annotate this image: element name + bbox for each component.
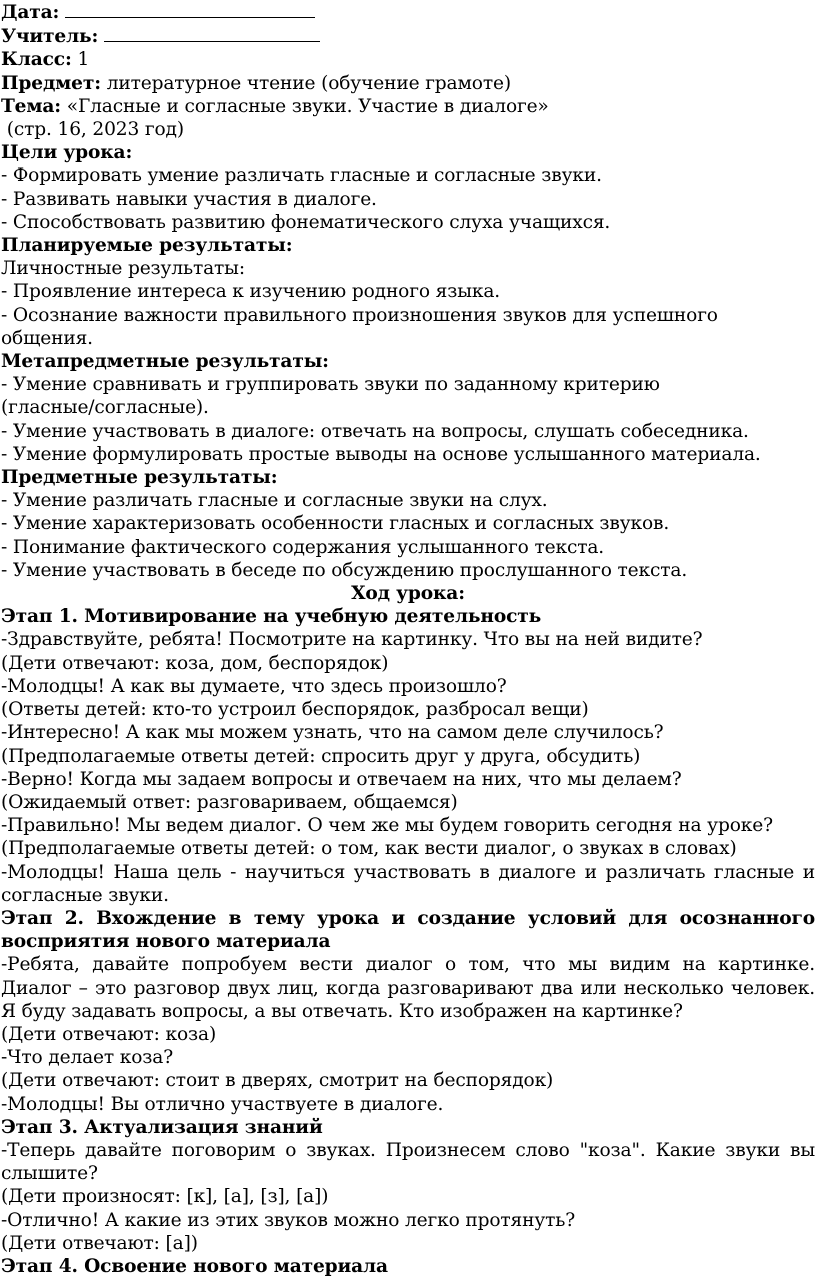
stage3-line: слышите? bbox=[1, 1163, 98, 1185]
date-label: Дата: bbox=[1, 2, 60, 23]
stage1-line: -Молодцы! Наша цель - научиться участвовать в диалоге и различать гласные и bbox=[1, 861, 815, 883]
subject-line bbox=[1, 72, 815, 95]
subject-item: - Умение характеризовать особенности гласных и согласных звуков. bbox=[1, 513, 670, 535]
stage3-line: -Отлично! А какие из этих звуков можно легко протянуть? bbox=[1, 1209, 576, 1231]
subject-value: литературное чтение (обучение грамоте) bbox=[106, 72, 511, 94]
stage1-line: (Предполагаемые ответы детей: спросить друг у друга, обсудить) bbox=[1, 745, 641, 767]
stage3-line: (Дети отвечают: [а]) bbox=[1, 1232, 198, 1254]
stage4-title: Этап 4. Освоение нового материала bbox=[1, 1255, 388, 1277]
meta-item: - Умение сравнивать и группировать звуки по заданному критерию bbox=[1, 374, 660, 396]
stage1-line: (Ответы детей: кто-то устроил беспорядок, разбросал вещи) bbox=[1, 699, 589, 721]
stage1-line: -Здравствуйте, ребята! Посмотрите на картинку. Что вы на ней видите? bbox=[1, 629, 703, 651]
goals-item: - Формировать умение различать гласные и согласные звуки. bbox=[1, 165, 602, 187]
planned-title: Планируемые результаты: bbox=[1, 235, 293, 257]
stage1-line: -Интересно! А как мы можем узнать, что на самом деле случилось? bbox=[1, 722, 664, 744]
subject-item: - Понимание фактического содержания услышанного текста. bbox=[1, 536, 605, 558]
stage1-line: -Верно! Когда мы задаем вопросы и отвечаем на них, что мы делаем? bbox=[1, 768, 682, 790]
stage2-line: -Что делает коза? bbox=[1, 1047, 174, 1069]
stage1-line: (Ожидаемый ответ: разговариваем, общаемся) bbox=[1, 791, 458, 813]
stage3-title: Этап 3. Актуализация знаний bbox=[1, 1116, 323, 1138]
stage2-line: -Ребята, давайте попробуем вести диалог о том, что мы видим на картинке. bbox=[1, 954, 815, 976]
class-label: Класс: bbox=[1, 49, 72, 71]
stage1-line: -Молодцы! А как вы думаете, что здесь произошло? bbox=[1, 675, 507, 697]
subject-label: Предмет: bbox=[1, 72, 101, 94]
stage2-line: (Дети отвечают: коза) bbox=[1, 1023, 217, 1045]
teacher-blank bbox=[104, 24, 320, 42]
subject-results-title: Предметные результаты: bbox=[1, 467, 278, 489]
subject-item: - Умение участвовать в беседе по обсуждению прослушанного текста. bbox=[1, 559, 688, 581]
stage1-line: (Дети отвечают: коза, дом, беспорядок) bbox=[1, 652, 389, 674]
teacher-line bbox=[1, 24, 815, 48]
meta-item: (гласные/согласные). bbox=[1, 397, 209, 419]
meta-results-title: Метапредметные результаты: bbox=[1, 351, 329, 373]
personal-item: - Проявление интереса к изучению родного языка. bbox=[1, 281, 501, 303]
topic-value: «Гласные и согласные звуки. Участие в диалоге» bbox=[66, 95, 549, 117]
stage1-line: (Предполагаемые ответы детей: о том, как вести диалог, о звуках в словах) bbox=[1, 838, 737, 860]
stage2-line: -Молодцы! Вы отлично участвуете в диалоге. bbox=[1, 1093, 444, 1115]
goals-item: - Способствовать развитию фонематического слуха учащихся. bbox=[1, 211, 611, 233]
personal-item: - Осознание важности правильного произношения звуков для успешного bbox=[1, 304, 718, 326]
goals-item: - Развивать навыки участия в диалоге. bbox=[1, 188, 377, 210]
teacher-label: Учитель: bbox=[1, 26, 99, 48]
date-line bbox=[1, 0, 815, 24]
date-blank bbox=[65, 0, 315, 18]
stage1-title: Этап 1. Мотивирование на учебную деятельность bbox=[1, 606, 542, 628]
meta-item: - Умение участвовать в диалоге: отвечать на вопросы, слушать собеседника. bbox=[1, 420, 749, 442]
lesson-title: Ход урока: bbox=[351, 583, 465, 605]
personal-results-label: Личностные результаты: bbox=[1, 258, 245, 280]
stage2-line: Я буду задавать вопросы, а вы отвечать. Кто изображен на картинке? bbox=[1, 1000, 683, 1022]
personal-item: общения. bbox=[1, 327, 93, 349]
stage2-title: Этап 2. Вхождение в тему урока и создание условий для осознанного bbox=[1, 907, 815, 929]
stage3-line: -Теперь давайте поговорим о звуках. Произнесем слово "коза". Какие звуки вы bbox=[1, 1139, 815, 1161]
stage1-line: -Правильно! Мы ведем диалог. О чем же мы будем говорить сегодня на уроке? bbox=[1, 815, 773, 837]
class-line bbox=[1, 48, 815, 71]
class-value: 1 bbox=[77, 49, 90, 71]
goals-title: Цели урока: bbox=[1, 142, 133, 164]
source-line: (стр. 16, 2023 год) bbox=[1, 119, 184, 141]
meta-item: - Умение формулировать простые выводы на основе услышанного материала. bbox=[1, 443, 761, 465]
topic-label: Тема: bbox=[1, 95, 61, 117]
stage2-line: (Дети отвечают: стоит в дверях, смотрит на беспорядок) bbox=[1, 1070, 554, 1092]
topic-line bbox=[1, 95, 815, 118]
stage1-line: согласные звуки. bbox=[1, 884, 169, 906]
stage2-line: Диалог – это разговор двух лиц, когда разговаривают два или несколько человек. bbox=[1, 977, 815, 999]
subject-item: - Умение различать гласные и согласные звуки на слух. bbox=[1, 490, 548, 512]
stage2-title-continued: восприятия нового материала bbox=[1, 931, 331, 953]
stage3-line: (Дети произносят: [к], [а], [з], [а]) bbox=[1, 1186, 329, 1208]
